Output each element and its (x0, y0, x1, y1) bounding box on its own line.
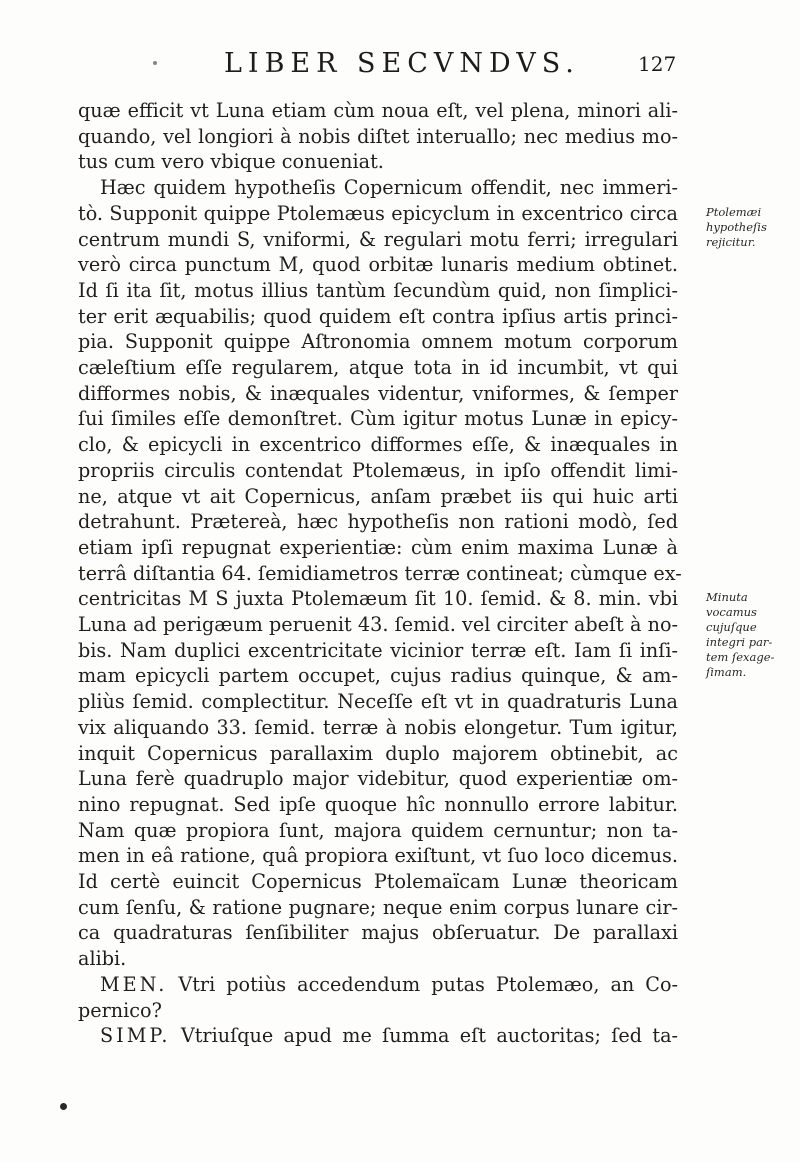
text-line: ter erit æquabilis; quod quidem eſt contra ipſius artis princi- (78, 304, 678, 328)
margin-note-line: rejicitur. (706, 234, 756, 249)
text-line: bis. Nam duplici excentricitate vicinior terræ eſt. Iam ſi inſi- (78, 638, 678, 662)
margin-note-line: ſimam. (706, 665, 747, 680)
dialogue-line (100, 1023, 678, 1049)
ink-speck (153, 61, 157, 65)
running-title: LIBER SECVNDVS. (224, 48, 580, 79)
text-line: difformes nobis, & inæquales videntur, vniformes, & ſemper (78, 381, 678, 405)
text-line: quæ efficit vt Luna etiam cùm noua eſt, vel plena, minori ali- (78, 99, 678, 122)
text-line: pliùs ſemid. complectitur. Neceſſe eſt vt in quadraturis Luna (78, 690, 678, 714)
dialogue-line (100, 972, 678, 998)
text-line: detrahunt. Prætereà, hæc hypotheſis non rationi modò, ſed (78, 510, 678, 534)
speaker-label: SIMP. (100, 1024, 171, 1048)
text-line: cum ſenſu, & ratione pugnare; neque enim corpus lunare cir- (78, 895, 678, 919)
text-line: ſui ſimiles eſſe demonſtret. Cùm igitur motus Lunæ in epicy- (78, 407, 678, 431)
text-line: ne, atque vt ait Copernicus, anſam præbet iis qui huic arti (78, 484, 678, 508)
text-line: Luna ad perigæum peruenit 43. ſemid. vel circiter abeſt à no- (78, 613, 678, 636)
speaker-label: MEN. (100, 972, 168, 996)
text-line: verò circa punctum M, quod orbitæ lunaris medium obtinet. (78, 253, 678, 277)
text-line: ca quadraturas ſenſibiliter majus obſeruatur. De parallaxi (78, 921, 678, 945)
text-line: inquit Copernicus parallaxim duplo majorem obtinebit, ac (78, 741, 678, 765)
text-line: men in eâ ratione, quâ propiora exiſtunt, vt ſuo loco dicemus. (78, 844, 678, 868)
text-line: Id certè euincit Copernicus Ptolemaïcam Lunæ theoricam (78, 870, 678, 893)
margin-note-line: cujuſque (706, 620, 757, 635)
text-line: clo, & epicycli in excentrico difformes eſſe, & inæquales in (78, 433, 678, 457)
dialogue-continuation: pernico? (78, 998, 162, 1022)
text-line: mam epicycli partem occupet, cujus radius quinque, & am- (78, 664, 678, 688)
page-header (0, 48, 800, 88)
text-line: propriis circulis contendat Ptolemæus, in ipſo offendit limi- (78, 458, 678, 482)
text-line: quando, vel longiori à nobis diſtet interuallo; nec medius mo- (78, 124, 678, 148)
dialogue-text: Vtriuſque apud me ſumma eſt auctoritas; ſed ta- (170, 1024, 678, 1048)
dialogue-text: Vtri potiùs accedendum putas Ptolemæo, an Co- (167, 972, 678, 996)
text-line: nino repugnat. Sed ipſe quoque hîc nonnullo errore labitur. (78, 792, 678, 816)
text-line: cæleſtium eſſe regularem, atque tota in id incumbit, vt qui (78, 356, 678, 379)
margin-note-line: tem ſexage- (706, 650, 775, 665)
text-line: pia. Supponit quippe Aſtronomia omnem motum corporum (78, 330, 678, 354)
margin-note-line: integri par- (706, 635, 773, 650)
margin-note-line: Ptolemæi (706, 204, 762, 219)
margin-note-minuta (706, 590, 792, 680)
text-line: etiam ipſi repugnat experientiæ: cùm enim maxima Lunæ à (78, 535, 678, 559)
text-line: alibi. (78, 947, 127, 971)
text-line: terrâ diſtantia 64. ſemidiametros terræ contineat; cùmque ex- (78, 561, 682, 585)
text-line: centricitas M S juxta Ptolemæum ſit 10. ſemid. & 8. min. vbi (78, 587, 678, 611)
text-line: Luna ferè quadruplo major videbitur, quod experientiæ om- (78, 767, 678, 791)
text-line: Nam quæ propiora ſunt, majora quidem cernuntur; non ta- (78, 818, 678, 842)
text-line: tò. Supponit quippe Ptolemæus epicyclum in excentrico circa (78, 201, 678, 225)
page-number: 127 (638, 52, 677, 76)
text-line: Hæc quidem hypotheſis Copernicum offendit, nec immeri- (100, 176, 678, 200)
margin-note-line: hypotheſis (706, 219, 767, 234)
text-line: vix aliquando 33. ſemid. terræ à nobis elongetur. Tum igitur, (78, 715, 678, 739)
margin-dot (60, 1103, 67, 1110)
margin-note-line: Minuta (706, 590, 748, 605)
text-line: tus cum vero vbique conueniat. (78, 150, 384, 174)
margin-note-ptolemai-hypothesis (706, 205, 792, 250)
margin-note-line: vocamus (706, 605, 757, 620)
text-line: centrum mundi S, vniformi, & regulari motu ferri; irregulari (78, 227, 678, 251)
text-line: Id ſi ita ſit, motus illius tantùm ſecundùm quid, non ſimplici- (78, 278, 678, 302)
